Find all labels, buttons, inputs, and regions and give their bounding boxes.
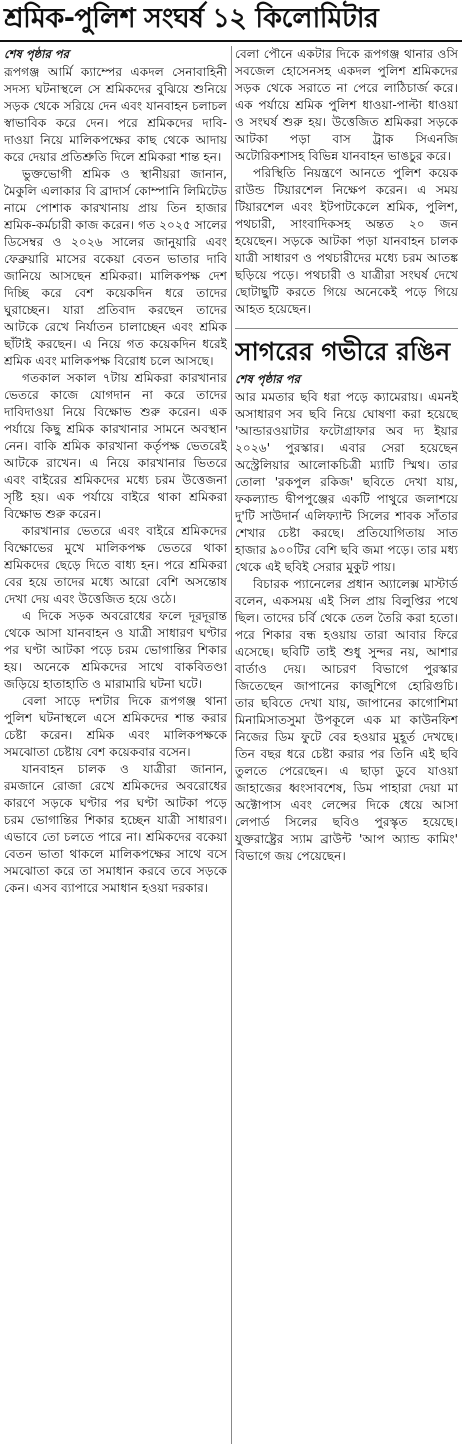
headline-rule [0,40,462,42]
story1-paragraph: গতকাল সকাল ৭টায় শ্রমিকরা কারখানার ভেতরে কাজে যোগদান না করে তাদের দাবিদাওয়া নিয়ে বিক্ষোভ শুরু করেন। এক পর্যায়ে কিছু শ্রমিক কারখানার সামনে অবস্থান নেন। বাকি শ্রমিক কারখানা কর্তৃপক্ষ ভেতরেই আটকে রাখেন। এ নিয়ে কারখানার ভিতরে এবং বাইরের শ্রমিকদের মধ্যে চরম উত্তেজনা সৃষ্টি হয়। এক পর্যায়ে বাইরে থাকা শ্রমিকরা বিক্ষোভ শুরু করেন। [4,371,227,521]
column-divider [231,46,232,1444]
story1-paragraph: কারখানার ভেতরে এবং বাইরে শ্রমিকদের বিক্ষোভের মুখে মালিকপক্ষ ভেতরে থাকা শ্রমিকদের ছেড়ে দিতে বাধ্য হন। পরে শ্রমিকরা বের হয়ে তাদের মধ্যে আরো বেশি অসন্তোষ দেখা দেয় এবং উত্তেজিত হয়ে ওঠে। [4,524,227,606]
story1-paragraph: বেলা সাড়ে দশটার দিকে রূপগঞ্জ থানা পুলিশ ঘটনাস্থলে এসে শ্রমিকদের শান্ত করার চেষ্টা করেন। শ্রমিক এবং মালিকপক্ষকে সমঝোতা চেষ্টায় বেশ কয়েকবার বসেন। [4,694,227,759]
story2-continued-label: শেষ পৃষ্ঠার পর [235,372,300,386]
story2 [235,328,458,865]
story1-continued-label: শেষ পৃষ্ঠার পর [4,47,69,61]
story1-paragraph: পরিস্থিতি নিয়ন্ত্রণে আনতে পুলিশ কয়েক রাউন্ড টিয়ারশেল নিক্ষেপ করেন। এ সময় টিয়ারশেল এবং ইটপাটকেলে শ্রমিক, পুলিশ, পথচারী, সাংবাদিকসহ অন্তত ২০ জন হয়েছেন। সড়কে আটকা পড়া যানবাহন চালক যাত্রী সাধারণ ও পথচারীদের মধ্যে চরম আতঙ্ক ছড়িয়ে পড়ে। পথচারী ও যাত্রীরা সংঘর্ষ দেখে ছোটাছুটি করতে গিয়ে অনেকেই পড়ে গিয়ে আহত হয়েছেন। [235,166,458,316]
column-left [4,46,227,1444]
story1-paragraph: বেলা পৌনে একটার দিকে রূপগঞ্জ থানার ওসি সবজেল হোসেনসহ একদল পুলিশ শ্রমিকদের সড়ক থেকে সরাতে না পেরে লাঠিচার্জ করে। এক পর্যায়ে শ্রমিক পুলিশ ধাওয়া-পাল্টা ধাওয়া ও সংঘর্ষ শুরু হয়। উত্তেজিত শ্রমিকরা সড়কে আটকা পড়া বাস ট্রাক সিএনজি অটোরিকশাসহ বিভিন্ন যানবাহন ভাঙচুর করে। [235,47,458,163]
story1-paragraph: এ দিকে সড়ক অবরোধের ফলে দূরদূরান্ত থেকে আসা যানবাহন ও যাত্রী সাধারণ ঘণ্টার পর ঘণ্টা আটকা পড়ে চরম ভোগান্তির শিকার হয়। অনেকে শ্রমিকদের সাথে বাকবিতণ্ডা জড়িয়ে হাতাহাতি ও মারামারি ঘটনা ঘটে। [4,609,227,691]
story2-paragraph: আর মমতার ছবি ধরা পড়ে ক্যামেরায়। এমনই অসাধারণ সব ছবি নিয়ে ঘোষণা করা হয়েছে 'আন্ডারওয়াটার ফটোগ্রাফার অব দ্য ইয়ার ২০২৬' পুরস্কার। এবার সেরা হয়েছেন অস্ট্রেলিয়ার আলোকচিত্রী ম্যাটি স্মিথ। তার তোলা 'রকপুল রকিজ' ছবিতে দেখা যায়, ফকল্যান্ড দ্বীপপুঞ্জের একটি পাথুরে জলাশয়ে দু'টি সাউদার্ন এলিফ্যান্ট সিলের শাবক সাঁতার শেখার চেষ্টা করছে। প্রতিযোগিতায় সাত হাজার ৯০০টির বেশি ছবি জমা পড়ে। তার মধ্য থেকে এই ছবিই সেরার মুকুট পায়। [235,390,458,574]
story2-headline: সাগরের গভীরে রঙিন [235,328,458,369]
story1-paragraph: ভুক্তভোগী শ্রমিক ও স্থানীয়রা জানান, মৈকুলি এলাকার বি ব্রাদার্স কোম্পানি লিমিটেড নামে পোশাক কারখানায় প্রায় তিন হাজার শ্রমিক-কর্মচারী কাজ করেন। গত ২০২৫ সালের ডিসেম্বর ও ২০২৬ সালের জানুয়ারি এবং ফেব্রুয়ারি মাসের বকেয়া বেতন ভাতার দাবি জানিয়ে আসছেন শ্রমিকরা। মালিকপক্ষ দেশ দিচ্ছি করে বেশ কয়েকদিন ধরে তাদের ঘুরাচ্ছেন। যারা প্রতিবাদ করছেন তাদের আটকে রেখে নির্যাতন চালাচ্ছেন এবং শ্রমিক ছাঁটাই করছেন। এ নিয়ে গত কয়েকদিন ধরেই শ্রমিক এবং মালিকপক্ষ বিরোধ চলে আসছে। [4,167,227,368]
story1-paragraph: যানবাহন চালক ও যাত্রীরা জানান, রমজানে রোজা রেখে শ্রমিকদের অবরোধের কারণে সড়কে ঘণ্টার পর ঘণ্টা আটকা পড়ে চরম ভোগান্তির শিকার হচ্ছেন যাত্রী সাধারণ। এভাবে তো চলতে পারে না। শ্রমিকদের বকেয়া বেতন ভাতা থাকলে মালিকপক্ষের সাথে বসে সমঝোতা করে তা সমাধান করবে তবে সড়কে কেন। এসব ব্যাপারে সমাধান হওয়া দরকার। [4,762,227,895]
column-right [235,46,458,1444]
story1-headline: শ্রমিক-পুলিশ সংঘর্ষ ১২ কিলোমিটার [4,3,379,34]
story1-paragraph: রূপগঞ্জ আর্মি ক্যাম্পের একদল সেনাবাহিনী সদস্য ঘটনাস্থলে সে শ্রমিকদের বুঝিয়ে শুনিয়ে সড়ক থেকে সরিয়ে দেন এবং যানবাহন চলাচল স্বাভাবিক করে দেন। পরে শ্রমিকদের দাবি-দাওয়া নিয়ে মালিকপক্ষের কাছ থেকে আদায় করে দেয়ার প্রতিশ্রুতি দিলে শ্রমিকরা শান্ত হন। [4,65,227,164]
story2-paragraph: বিচারক প্যানেলের প্রধান অ্যালেক্স মাস্টার্ড বলেন, একসময় এই সিল প্রায় বিলুপ্তির পথে ছিল। তাদের চর্বি থেকে তেল তৈরি করা হতো। পরে শিকার বন্ধ হওয়ায় তারা আবার ফিরে এসেছে। ছবিটি তাই শুধু সুন্দর নয়, আশার বার্তাও দেয়। আচরণ বিভাগে পুরস্কার জিতেছেন জাপানের কাজুশিগে হোরিগুচি। তার ছবিতে দেখা যায়, জাপানের কাগোশিমা মিনামিসাতসুমা উপকূলে এক মা কাউনফিশ নিজের ডিম ফুটে বের হওয়ার মুহূর্ত দেখছে। তিন বছর ধরে চেষ্টা করার পর তিনি এই ছবি তুলতে পেরেছেন। এ ছাড়া ডুবে যাওয়া জাহাজের ধ্বংসাবশেষ, ডিম পাহারা দেয়া মা অক্টোপাস এবং লেন্সের দিকে ধেয়ে আসা লেপার্ড সিলের ছবিও পুরস্কৃত হয়েছে। যুক্তরাষ্ট্রের স্যাম ব্রাউন্ট 'আপ অ্যান্ড কামিং' বিভাগে জয় পেয়েছেন। [235,577,458,863]
